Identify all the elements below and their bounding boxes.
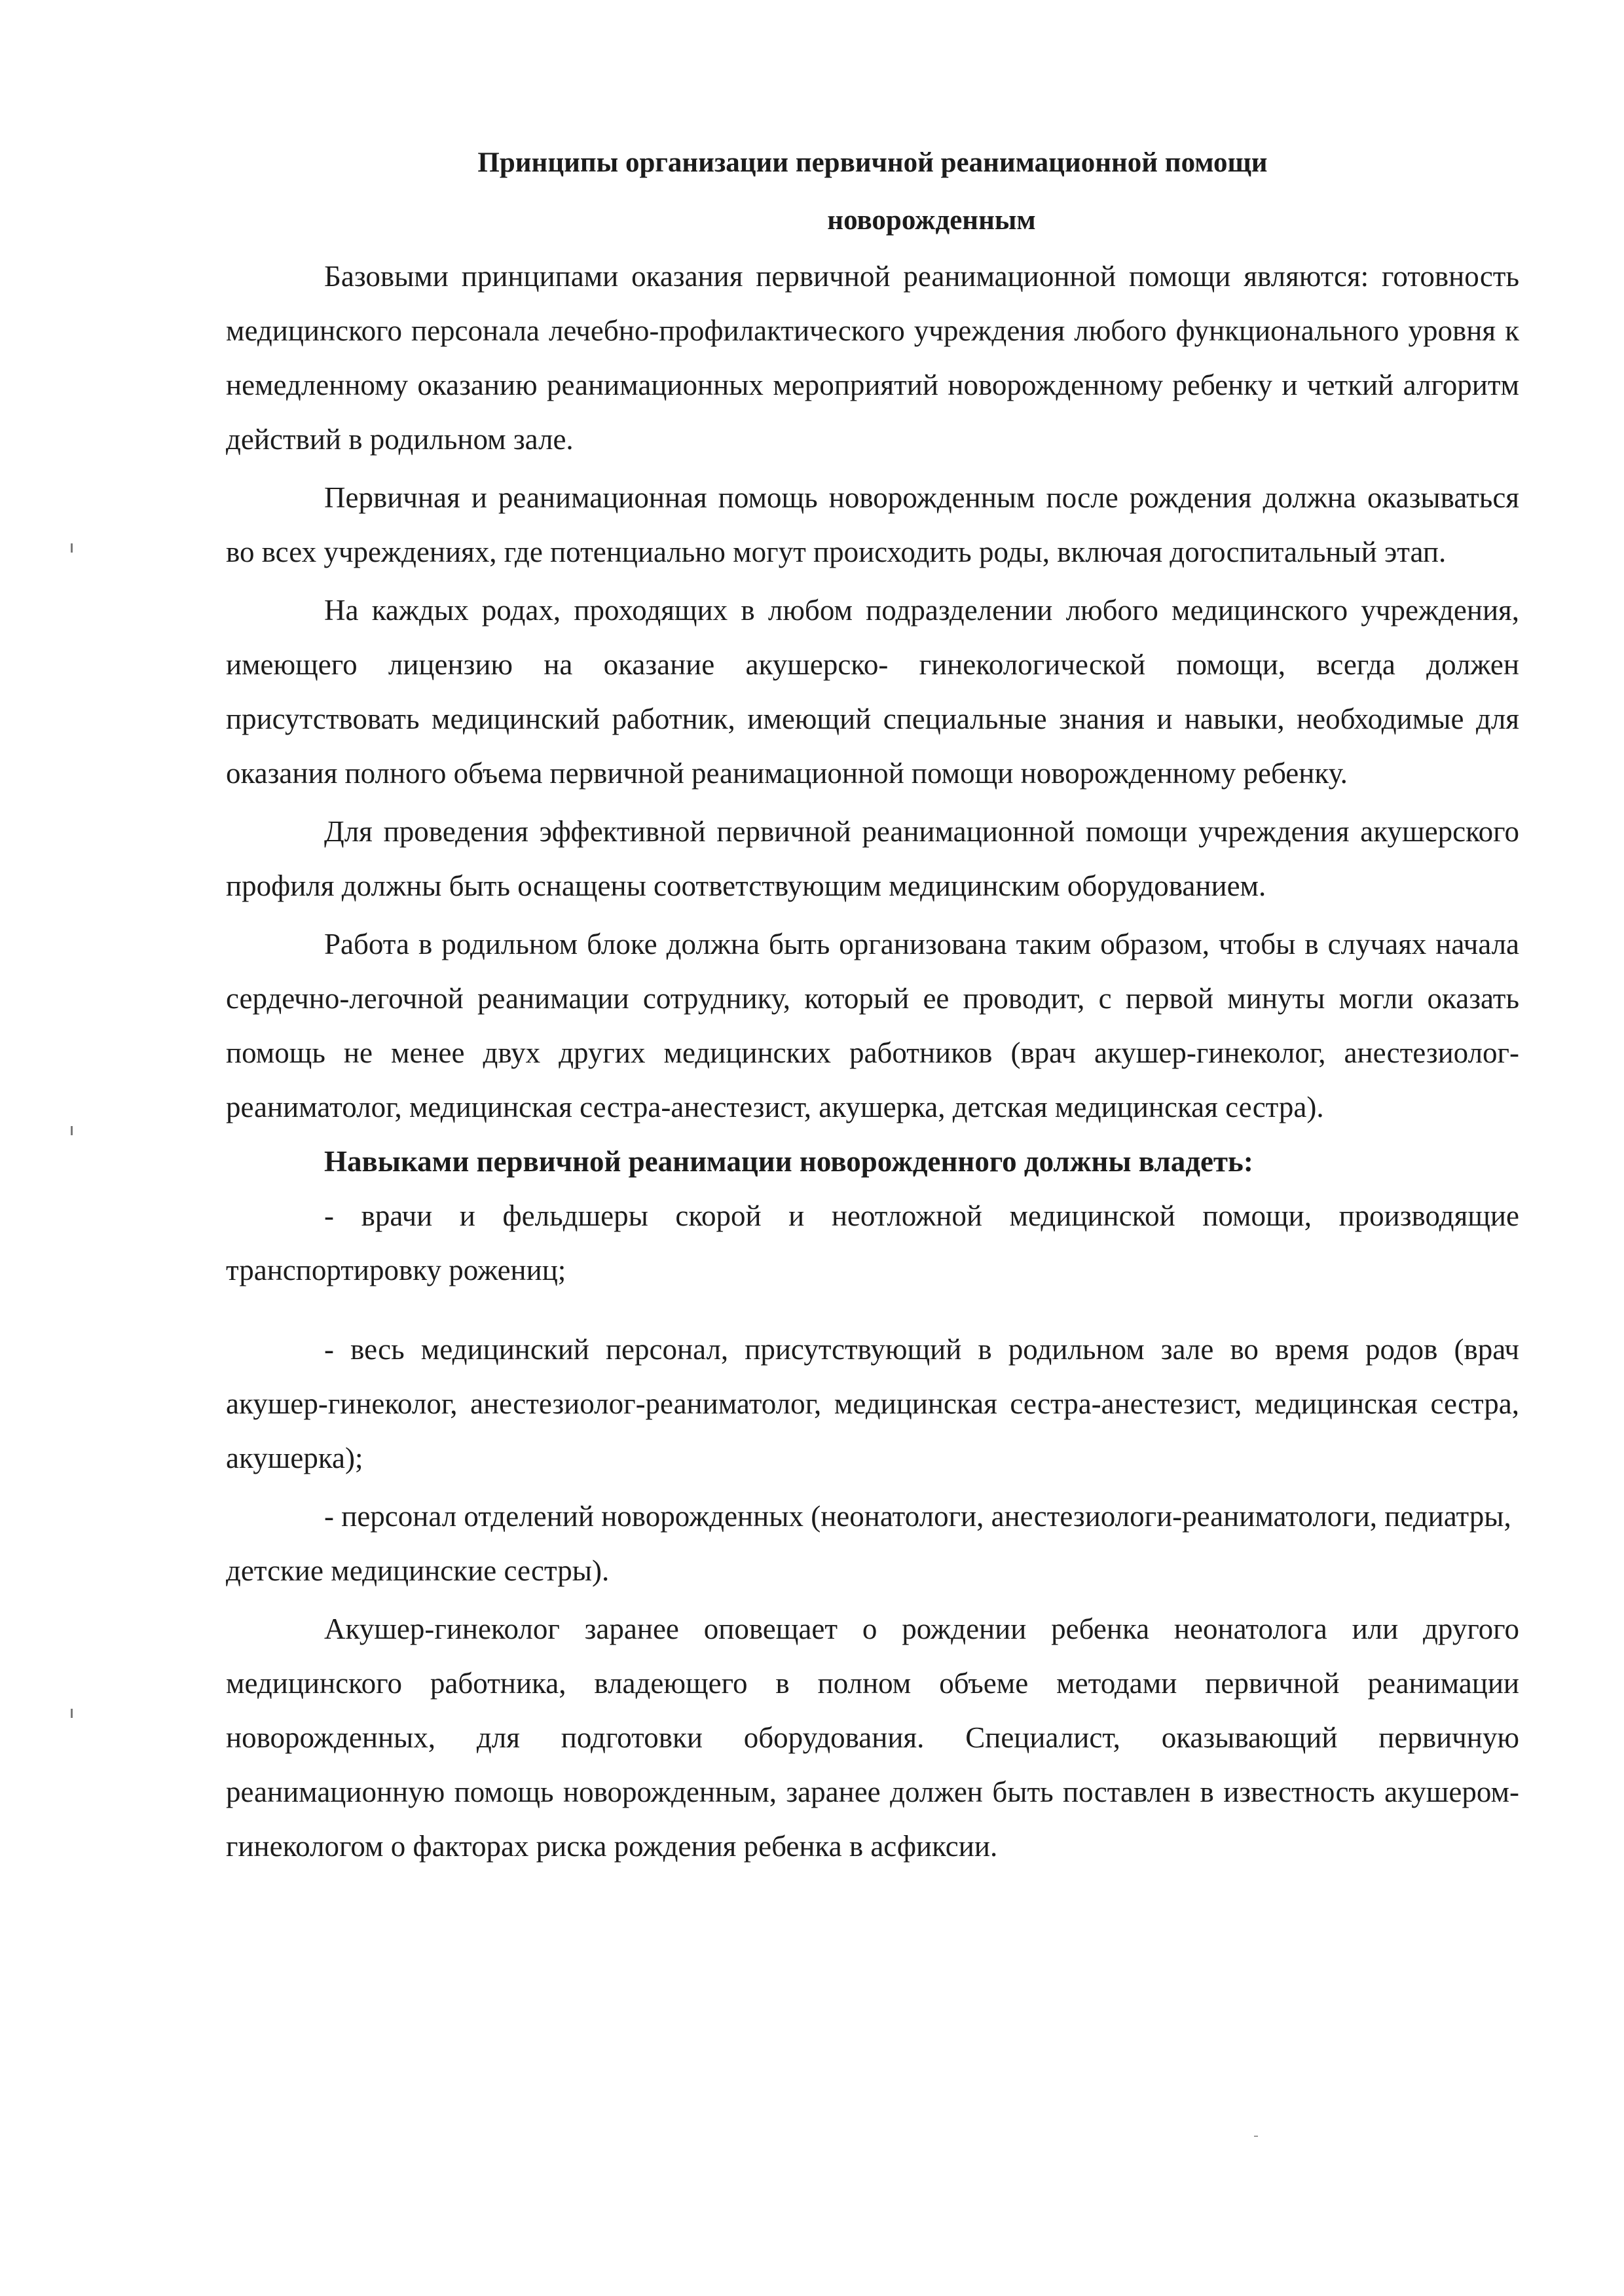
skills-list-item: - персонал отделений новорожденных (неонатологи, анестезиологи-реаниматологи, педиатры, детские медицинские сестры). (226, 1500, 1511, 1587)
paragraph-final-notification: Акушер-гинеколог заранее оповещает о рождении ребенка неонатолога или другого медицинского работника, владеющего в полном объеме методами первичной реанимации новорожденных, для подготовки оборудования. Специалист, оказывающий первичную реанимационную помощь новорожденным, заранее должен быть поставлен в известность акушером-гинекологом о факторах риска рождения ребенка в асфиксии. (226, 1613, 1519, 1863)
paragraph-basic-principles: Базовыми принципами оказания первичной реанимационной помощи являются: готовность медицинского персонала лечебно-профилактического учреждения любого функционального уровня к немедленному оказанию реанимационных мероприятий новорожденному ребенку и четкий алгоритм действий в родильном зале. (226, 260, 1519, 456)
scan-dot (1254, 2136, 1258, 2137)
document-body (226, 134, 1519, 1874)
document-title (226, 134, 1519, 249)
scan-margin-mark (71, 1126, 73, 1135)
paragraph-primary-help: Первичная и реанимационная помощь новорожденным после рождения должна оказываться во всех учреждениях, где потенциально могут происходить роды, включая догоспитальный этап. (226, 481, 1519, 568)
skills-list-item: - врачи и фельдшеры скорой и неотложной медицинской помощи, производящие транспортировку рожениц; (226, 1199, 1519, 1286)
scan-margin-mark (71, 543, 73, 553)
scan-margin-mark (71, 1709, 73, 1718)
title-line-1: Принципы организации первичной реанимационной помощи (477, 147, 1268, 178)
title-line-2: новорожденным (827, 205, 1036, 236)
paragraph-delivery-block: Работа в родильном блоке должна быть организована таким образом, чтобы в случаях начала сердечно-легочной реанимации сотруднику, который ее проводит, с первой минуты могли оказать помощь не менее двух других медицинских работников (врач акушер-гинеколог, анестезиолог- реаниматолог, медицинская сестра-анестезист, акушерка, детская медицинская сестра). (226, 928, 1519, 1123)
paragraph-staff-presence: На каждых родах, проходящих в любом подразделении любого медицинского учреждения, имеющего лицензию на оказание акушерско- гинекологической помощи, всегда должен присутствовать медицинский работник, имеющий специальные знания и навыки, необходимые для оказания полного объема первичной реанимационной помощи новорожденному ребенку. (226, 594, 1519, 790)
skills-heading: Навыками первичной реанимации новорожденного должны владеть: (324, 1145, 1253, 1178)
skills-list-item: - весь медицинский персонал, присутствующий в родильном зале во время родов (врач акушер-гинеколог, анестезиолог-реаниматолог, медицинская сестра-анестезист, медицинская сестра, акушерка); (226, 1333, 1519, 1474)
paragraph-equipment: Для проведения эффективной первичной реанимационной помощи учреждения акушерского профиля должны быть оснащены соответствующим медицинским оборудованием. (226, 815, 1519, 902)
